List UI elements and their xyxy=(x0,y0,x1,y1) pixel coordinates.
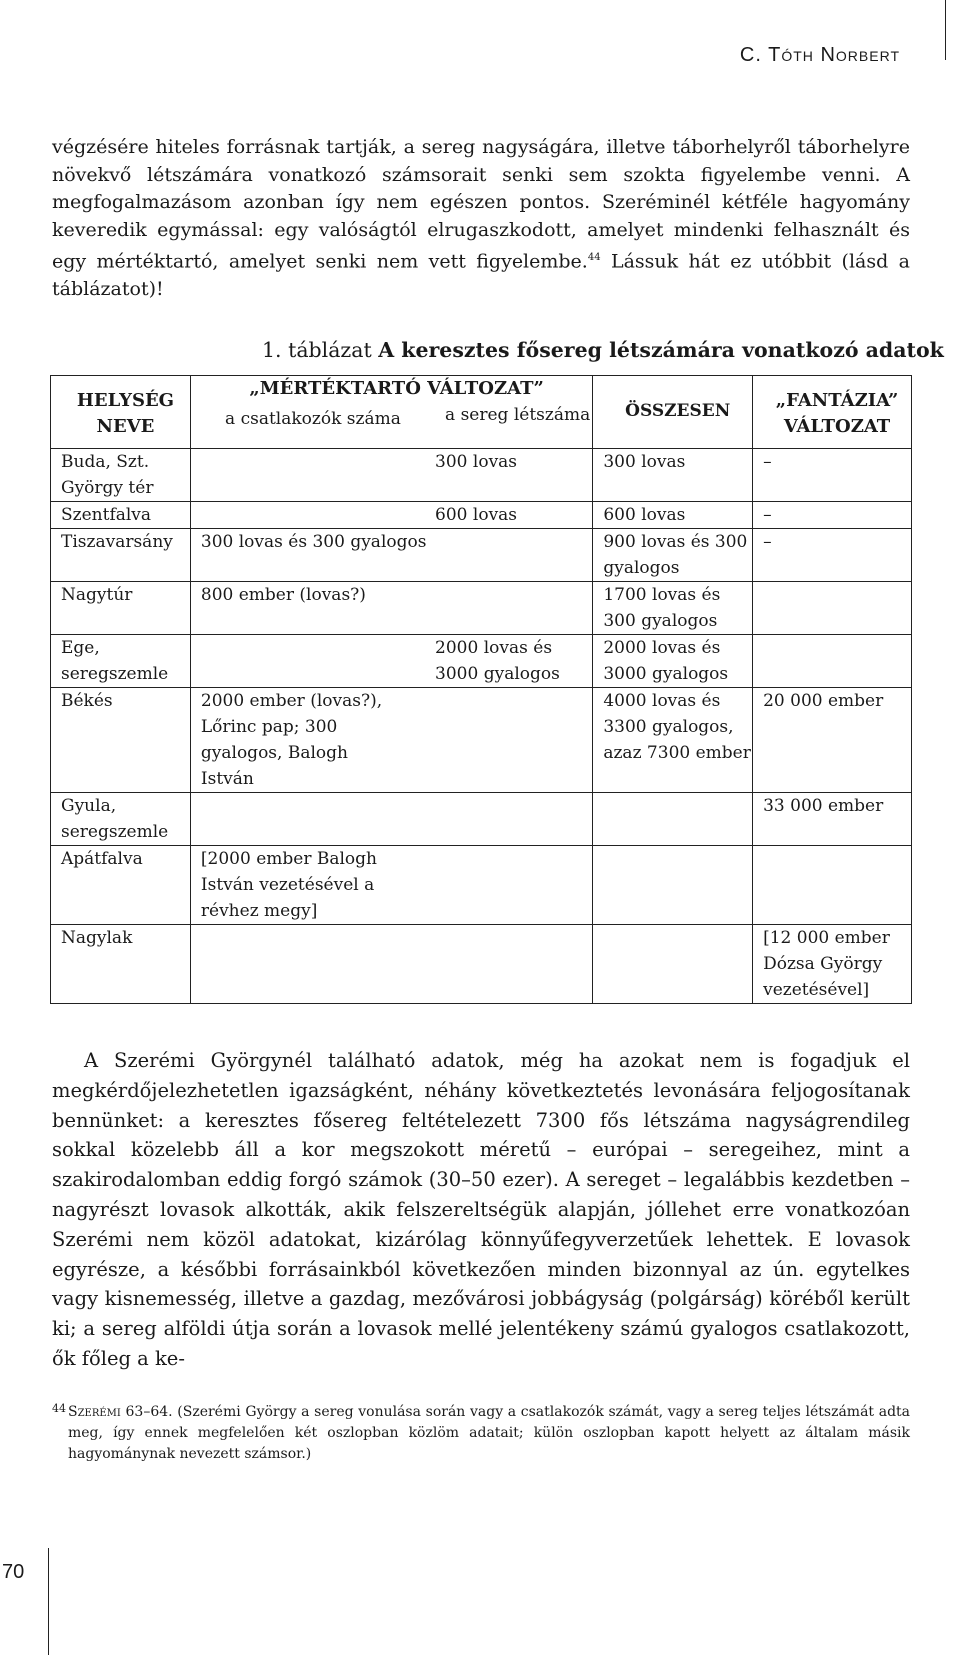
body-paragraph-1: végzésére hiteles forrásnak tartják, a sereg nagyságára, illetve táborhelyről táborhelyre növekvő létszámára vonatkozó számsorait senki sem szokta figyelembe venni. A megfogalmazásom azonban így nem egészen pontos. Szeréminél kétféle hagyomány keveredik egymással: egy valóságtól elrugaszkodott, amelyet mindenki felhasznált és egy mértéktartó, amelyet senki nem vett figyelembe.$^{44}$ Lássuk hát ez utóbbit (lásd a táblázatot)! xyxy=(52,136,910,300)
table-row: Nagylak [12 000 ember Dózsa György vezetésével] xyxy=(51,925,912,1004)
table-row: Gyula, seregszemle 33 000 ember xyxy=(51,793,912,846)
footnote-source: Szerémi xyxy=(68,1404,121,1420)
footer-rule xyxy=(48,1548,49,1655)
army-size-table xyxy=(50,375,912,1004)
table-row: Békés 2000 ember (lovas?), Lőrinc pap; 300 gyalogos, Balogh István 4000 lovas és 3300 gyalogos, azaz 7300 ember 20 000 ember xyxy=(51,688,912,793)
table-row: Nagytúr 800 ember (lovas?) 1700 lovas és 300 gyalogos xyxy=(51,582,912,635)
header-place: HELYSÉG NEVE xyxy=(51,376,191,449)
header-moderate: „MÉRTÉKTARTÓ VÁLTOZAT” xyxy=(190,376,592,403)
table-row: Szentfalva 600 lovas 600 lovas – xyxy=(51,502,912,529)
body-paragraph-2: A Szerémi Györgynél található adatok, még ha azokat nem is fogadjuk el megkérdőjelezhetetlen igazságként, néhány következtetés levonására feljogosítanak bennünket: a keresztes fősereg feltételezett 7300 fős létszáma nagyságrendileg sokkal közelebb áll a kor megszokott méretű – európai – seregeihez, mint a szakirodalomban eddig forgó számok (30–50 ezer). A sereget – legalábbis kezdetben – nagyrészt lovasok alkották, akik felszereltségük alapján, jóllehet erre vonatkozóan Szerémi nem közöl adatokat, kizárólag könnyűfegyverzetűek lehettek. E lovasok egyrésze, a későbbi forrásainkból következően minden bizonnyal az ún. egytelkes vagy kisnemesség, illetve a gazdag, mezővárosi jobbágyság (polgárság) köréből került ki; a sereg alföldi útja során a lovasok mellé jelentékeny számú gyalogos csatlakozott, ők főleg a ke- xyxy=(52,1049,910,1370)
table-header-row-1 xyxy=(51,376,912,403)
footnote-text: Szerémi 63–64. (Szerémi György a sereg vonulása során vagy a csatlakozók számát, vagy a sereg teljes létszámát adta meg, így ennek megfelelően két oszlopban közlöm adatait; külön oszlopban kapott helyett az általam másik hagyománynak nevezett számsor.) xyxy=(68,1404,910,1462)
running-header-author: C. Tóth Norbert xyxy=(739,44,900,66)
header-joiners: a csatlakozók száma xyxy=(190,402,425,449)
table-caption: 1. táblázat A keresztes fősereg létszámára vonatkozó adatok xyxy=(262,338,944,362)
table-row: Ege, seregszemle 2000 lovas és 3000 gyalogos 2000 lovas és 3000 gyalogos xyxy=(51,635,912,688)
header-rule xyxy=(945,0,946,60)
page-number: 70 xyxy=(2,1561,25,1583)
footnote-number: 44 xyxy=(52,1402,66,1415)
header-fantasy: „FANTÁZIA” VÁLTOZAT xyxy=(753,376,912,449)
footnote-reference[interactable]: 44 xyxy=(587,252,601,263)
table-row: Buda, Szt. György tér 300 lovas 300 lovas – xyxy=(51,449,912,502)
header-total: ÖSSZESEN xyxy=(593,376,753,449)
header-army: a sereg létszáma xyxy=(425,402,593,449)
table-row: Apátfalva [2000 ember Balogh István vezetésével a révhez megy] xyxy=(51,846,912,925)
table-row: Tiszavarsány 300 lovas és 300 gyalogos 900 lovas és 300 gyalogos – xyxy=(51,529,912,582)
